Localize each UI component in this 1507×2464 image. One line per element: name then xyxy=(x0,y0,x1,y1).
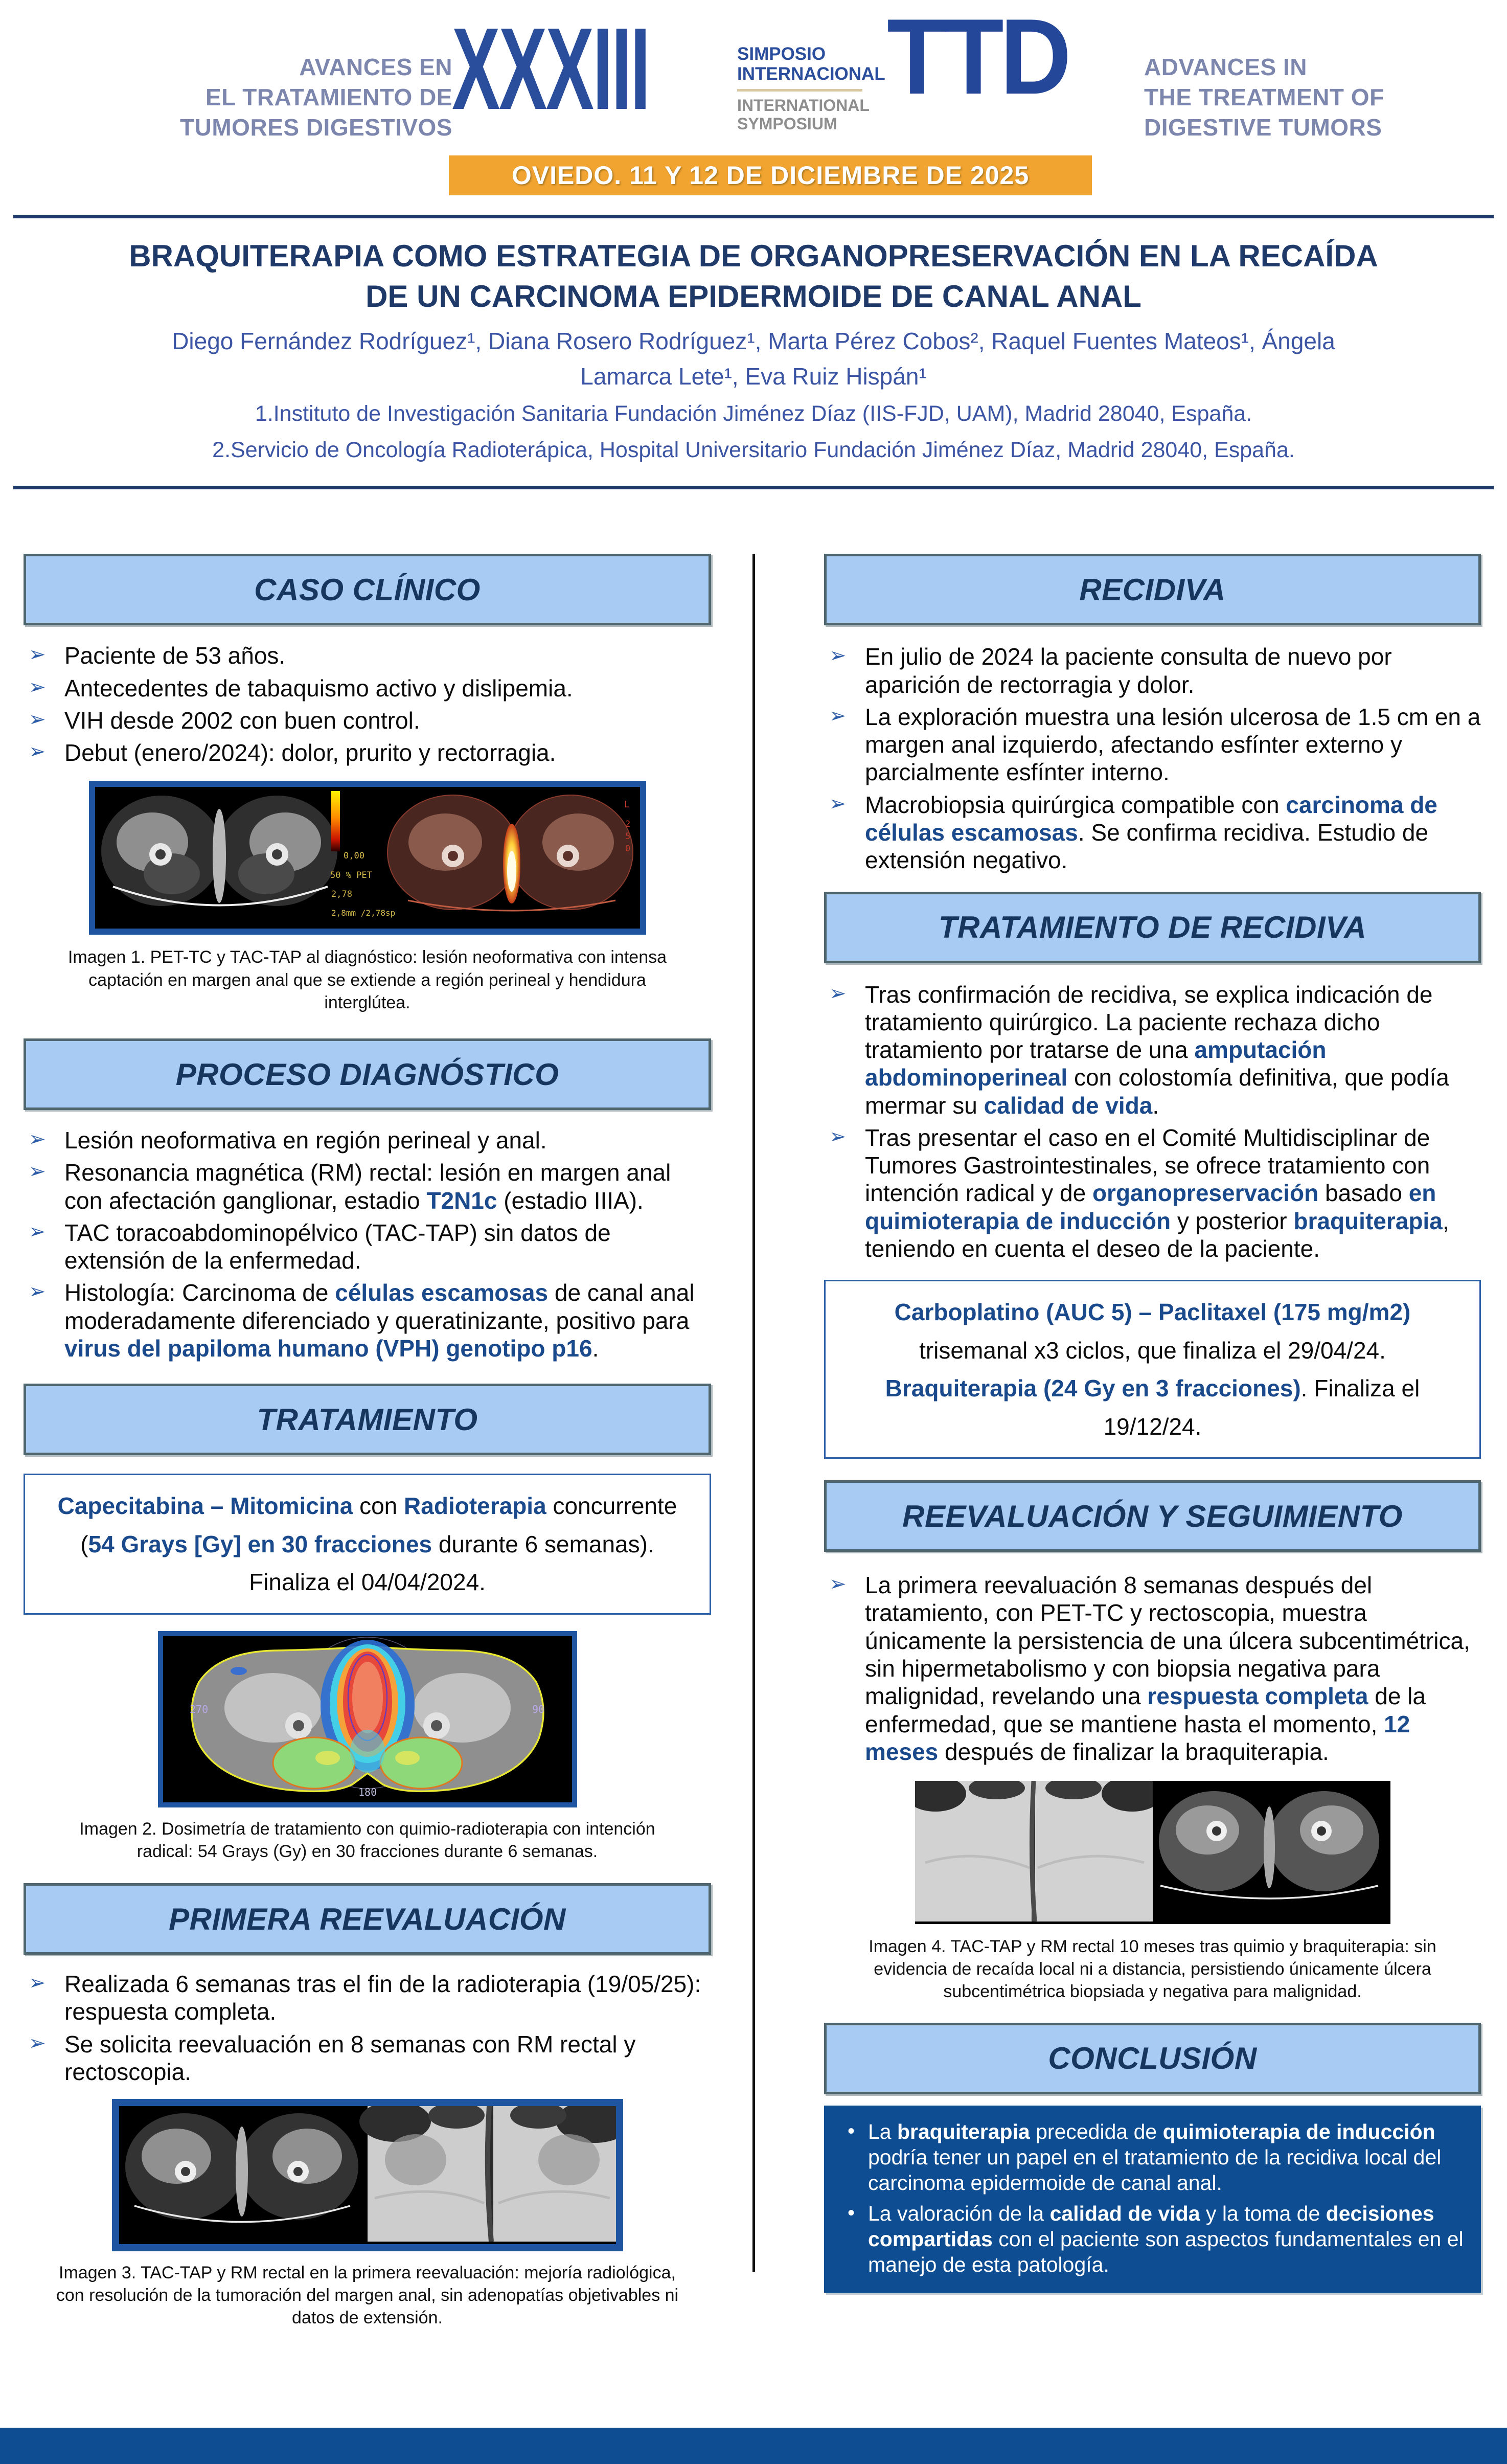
bullet-item xyxy=(27,739,711,766)
section-title: PROCESO DIAGNÓSTICO xyxy=(175,1057,559,1092)
poster-title xyxy=(0,236,1507,317)
bullet-item xyxy=(27,2030,711,2086)
horizontal-rule-top xyxy=(13,215,1494,218)
bullet-arrow-icon: ➢ xyxy=(29,675,46,698)
symposium-line: SYMPOSIUM xyxy=(737,115,837,133)
section-title: PRIMERA REEVALUACIÓN xyxy=(169,1902,566,1936)
bullet-item xyxy=(27,1159,711,1214)
section-title: REEVALUACIÓN Y SEGUIMIENTO xyxy=(902,1499,1403,1533)
primera-bullet-list xyxy=(27,1970,711,2086)
colorbar-pet-label: 50 % PET xyxy=(330,870,372,881)
section-title: CASO CLÍNICO xyxy=(254,572,481,607)
dosimetry-image xyxy=(158,1631,577,1807)
tratrec-bullet-list xyxy=(827,981,1481,1263)
conclusion-box xyxy=(824,2106,1481,2293)
caso-bullet-list xyxy=(27,642,711,766)
congress-name-en-line: ADVANCES IN xyxy=(1144,54,1308,80)
section-header-recidiva xyxy=(824,554,1481,625)
bullet-item xyxy=(827,643,1481,698)
bullet-arrow-icon: ➢ xyxy=(829,644,847,667)
section-title: RECIDIVA xyxy=(1079,572,1226,607)
pet-ct-scan-image xyxy=(89,781,646,935)
image-caption-4: Imagen 4. TAC-TAP y RM rectal 10 meses tras quimio y braquiterapia: sin evidencia de recaída local ni a distancia, persistiendo únicamente úlcera subcentimétrica biopsiada y negativa para malignidad. xyxy=(869,1937,1436,2002)
conclusion-item xyxy=(834,2119,1464,2196)
image-caption-1: Imagen 1. PET-TC y TAC-TAP al diagnóstico: lesión neoformativa con intensa captación en margen anal que se extiende a región perineal y hendidura interglútea. xyxy=(67,947,667,1012)
congress-name-es-line: AVANCES EN xyxy=(299,54,452,80)
bullet-item xyxy=(27,1126,711,1154)
bullet-text: Antecedentes de tabaquismo activo y dislipemia. xyxy=(64,674,573,702)
bullet-item xyxy=(27,707,711,734)
image-caption-2: Imagen 2. Dosimetría de tratamiento con quimio-radioterapia con intención radical: 54 Grays (Gy) en 30 fracciones durante 6 semanas. xyxy=(79,1819,655,1861)
bullet-item xyxy=(827,703,1481,786)
dosimetry-graphic xyxy=(163,1636,572,1800)
bullet-item xyxy=(27,674,711,702)
bullet-text: Se solicita reevaluación en 8 semanas con RM rectal y rectoscopia. xyxy=(64,2030,636,2085)
bullet-arrow-icon: ➢ xyxy=(29,1972,46,1995)
colorbar-mm-label: 2,8mm /2,78sp xyxy=(331,908,395,918)
section-header-caso-clinico xyxy=(24,554,711,625)
bullet-text: Paciente de 53 años. xyxy=(64,642,286,669)
treatment-box: Capecitabina – Mitomicina con Radioterapia concurrente (54 Grays [Gy] en 30 fracciones durante 6 semanas). Finaliza el 04/04/2024. xyxy=(24,1474,711,1615)
bullet-arrow-icon: ➢ xyxy=(29,1160,46,1183)
chemo-box: Carboplatino (AUC 5) – Paclitaxel (175 mg/m2) trisemanal x3 ciclos, que finaliza el 29/04/24. Braquiterapia (24 Gy en 3 fracciones). Finaliza el 19/12/24. xyxy=(824,1280,1481,1459)
bullet-arrow-icon: ➢ xyxy=(29,1280,46,1303)
bullet-arrow-icon: ➢ xyxy=(29,2031,46,2054)
proceso-bullet-list xyxy=(27,1126,711,1362)
horizontal-rule-title xyxy=(13,486,1494,489)
bullet-arrow-icon: ➢ xyxy=(829,1125,847,1148)
followup-graphic xyxy=(915,1781,1390,1922)
image-caption-3: Imagen 3. TAC-TAP y RM rectal en la primera reevaluación: mejoría radiológica, con resolución de la tumoración del margen anal, sin adenopatías objetivables ni datos de extensión. xyxy=(56,2263,679,2328)
symposium-label xyxy=(737,44,885,133)
bullet-item xyxy=(27,1219,711,1275)
symposium-numeral: XXXIII xyxy=(452,4,649,134)
simposio-line: SIMPOSIO xyxy=(737,44,826,64)
colorbar-zero-label: 0,00 xyxy=(343,851,364,862)
bullet-item xyxy=(827,1124,1481,1262)
section-title: TRATAMIENTO DE RECIDIVA xyxy=(938,910,1367,944)
ct-mri-graphic xyxy=(119,2106,616,2242)
bullet-text: Debut (enero/2024): dolor, prurito y rectorragia. xyxy=(64,739,556,766)
ttd-logo: TTD xyxy=(887,0,1068,117)
gantry-angle-270: 270 xyxy=(189,1703,208,1715)
content-columns xyxy=(0,554,1507,2329)
bullet-item xyxy=(827,1571,1481,1766)
bullet-text: TAC toracoabdominopélvico (TAC-TAP) sin datos de extensión de la enfermedad. xyxy=(64,1219,611,1274)
bullet-arrow-icon: ➢ xyxy=(829,1573,847,1596)
scale-digit: 2 xyxy=(625,819,630,830)
followup-ct-mri-image xyxy=(915,1781,1390,1924)
bullet-text: Tras presentar el caso en el Comité Multidisciplinar de Tumores Gastrointestinales, se ofrece tratamiento con intención radical y de organopreservación basado en quimioterapia de inducción y posterior braquiterapia, teniendo en cuenta el deseo de la paciente. xyxy=(865,1124,1449,1262)
authors: Diego Fernández Rodríguez¹, Diana Rosero Rodríguez¹, Marta Pérez Cobos², Raquel Fuentes Mateos¹, Ángela Lamarca Lete¹, Eva Ruiz Hispán¹ xyxy=(172,328,1335,390)
section-header-reevaluacion-seguimiento xyxy=(824,1480,1481,1552)
section-header-tratamiento-recidiva xyxy=(824,892,1481,963)
recidiva-bullet-list xyxy=(827,643,1481,874)
bullet-text: En julio de 2024 la paciente consulta de nuevo por aparición de rectorragia y dolor. xyxy=(865,643,1392,698)
section-header-conclusion xyxy=(824,2023,1481,2094)
bullet-arrow-icon: ➢ xyxy=(829,704,847,727)
bullet-arrow-icon: ➢ xyxy=(29,643,46,666)
bullet-arrow-icon: ➢ xyxy=(29,1220,46,1243)
bullet-item xyxy=(27,1279,711,1362)
poster-title-line1: BRAQUITERAPIA COMO ESTRATEGIA DE ORGANOPRESERVACIÓN EN LA RECAÍDA xyxy=(129,239,1378,273)
bullet-text: Realizada 6 semanas tras el fin de la radioterapia (19/05/25): respuesta completa. xyxy=(64,1971,701,2025)
congress-header xyxy=(0,0,1507,215)
bullet-arrow-icon: ➢ xyxy=(29,708,46,731)
bullet-item xyxy=(27,642,711,669)
bullet-dot-icon: • xyxy=(847,2119,855,2142)
bullet-arrow-icon: ➢ xyxy=(829,982,847,1005)
conclusion-text: La valoración de la calidad de vida y la toma de decisiones compartidas con el paciente son aspectos fundamentales en el manejo de esta patología. xyxy=(868,2201,1464,2276)
section-title: CONCLUSIÓN xyxy=(1048,2041,1257,2076)
conclusion-item xyxy=(834,2201,1464,2277)
affiliation-1: 1.Instituto de Investigación Sanitaria Fundación Jiménez Díaz (IIS-FJD, UAM), Madrid 28040, España. xyxy=(255,401,1252,426)
bullet-text: La primera reevaluación 8 semanas después del tratamiento, con PET-TC y rectoscopia, muestra únicamente la persistencia de una úlcera subcentimétrica, sin hipermetabolismo y con biopsia negativa para malignidad, revelando una respuesta completa de la enfermedad, que se mantiene hasta el momento, 12 meses después de finalizar la braquiterapia. xyxy=(865,1572,1470,1765)
congress-name-en-line: THE TREATMENT OF xyxy=(1144,83,1384,110)
bullet-arrow-icon: ➢ xyxy=(29,740,46,763)
column-divider xyxy=(752,554,755,2272)
symposium-line: INTERNATIONAL xyxy=(737,96,870,115)
bullet-text: VIH desde 2002 con buen control. xyxy=(64,707,420,734)
divider-rule xyxy=(737,89,862,92)
poster-title-line2: DE UN CARCINOMA EPIDERMOIDE DE CANAL ANAL xyxy=(366,279,1141,314)
masthead xyxy=(0,218,1507,486)
congress-name-en xyxy=(1144,52,1476,143)
footer-bar xyxy=(0,2428,1507,2464)
bullet-item xyxy=(27,1970,711,2026)
right-column xyxy=(824,554,1481,2292)
congress-name-es-line: TUMORES DIGESTIVOS xyxy=(180,114,452,141)
bullet-item xyxy=(827,791,1481,874)
conclusion-text: La braquiterapia precedida de quimioterapia de inducción podría tener un papel en el tratamiento de la recidiva local del carcinoma epidermoide de canal anal. xyxy=(868,2119,1442,2195)
bullet-arrow-icon: ➢ xyxy=(29,1128,46,1150)
gantry-angle-180: 180 xyxy=(358,1785,377,1798)
bullet-text: Lesión neoformativa en región perineal y anal. xyxy=(64,1127,547,1154)
section-header-primera-reevaluacion xyxy=(24,1883,711,1955)
congress-name-en-line: DIGESTIVE TUMORS xyxy=(1144,114,1382,141)
reeval-bullet-list xyxy=(827,1571,1481,1766)
bullet-dot-icon: • xyxy=(847,2201,855,2224)
scale-digit: 0 xyxy=(625,844,630,854)
bullet-text: Tras confirmación de recidiva, se explica indicación de tratamiento quirúrgico. La paciente rechaza dicho tratamiento por tratarse de una amputación abdominoperineal con colostomía definitiva, que podía mermar su calidad de vida. xyxy=(865,981,1449,1119)
laterality-label: L xyxy=(624,799,630,810)
congress-name-es xyxy=(130,52,452,143)
scale-digit: 5 xyxy=(625,831,630,842)
left-column xyxy=(24,554,711,2329)
pet-ct-scan-graphic xyxy=(95,787,640,926)
colorbar-value-label: 2,78 xyxy=(331,889,352,900)
section-title: TRATAMIENTO xyxy=(257,1402,478,1437)
event-date-banner: OVIEDO. 11 Y 12 DE DICIEMBRE DE 2025 xyxy=(449,155,1092,195)
affiliation-2: 2.Servicio de Oncología Radioterápica, Hospital Universitario Fundación Jiménez Díaz, Madrid 28040, España. xyxy=(212,437,1295,462)
bullet-text: Histología: Carcinoma de células escamosas de canal anal moderadamente diferenciado y queratinizante, positivo para virus del papiloma humano (VPH) genotipo p16. xyxy=(64,1279,695,1362)
bullet-text: La exploración muestra una lesión ulcerosa de 1.5 cm en a margen anal izquierdo, afectando esfínter externo y parcialmente esfínter interno. xyxy=(865,703,1481,786)
bullet-text: Resonancia magnética (RM) rectal: lesión en margen anal con afectación ganglionar, estadio T2N1c (estadio IIIA). xyxy=(64,1159,671,1214)
congress-name-es-line: EL TRATAMIENTO DE xyxy=(206,83,452,110)
bullet-text: Macrobiopsia quirúrgica compatible con carcinoma de células escamosas. Se confirma recidiva. Estudio de extensión negativo. xyxy=(865,791,1437,874)
gantry-angle-90: 90 xyxy=(532,1703,544,1715)
bullet-arrow-icon: ➢ xyxy=(829,792,847,815)
bullet-item xyxy=(827,981,1481,1119)
section-header-tratamiento xyxy=(24,1384,711,1455)
simposio-line: INTERNACIONAL xyxy=(737,64,885,84)
ct-mri-image xyxy=(112,2099,623,2251)
section-header-proceso-diagnostico xyxy=(24,1038,711,1110)
